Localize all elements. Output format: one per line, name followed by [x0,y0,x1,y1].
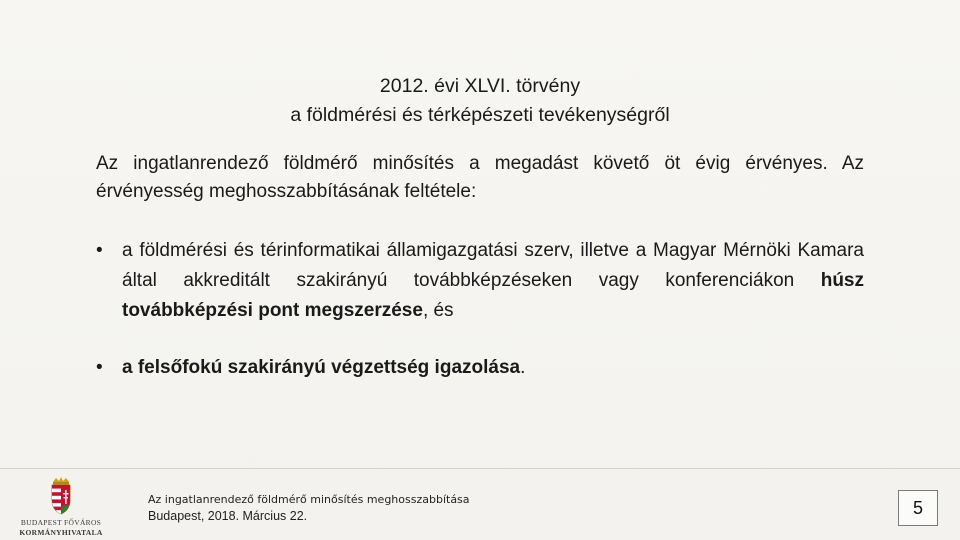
logo-text-line-1: BUDAPEST FŐVÁROS [20,518,102,527]
footer-date: Budapest, 2018. Március 22. [148,509,308,523]
footer-divider [0,468,960,469]
bullet-text: a földmérési és térinformatikai államigazgatási szerv, illetve a Magyar Mérnöki Kamara által akkreditált szakirányú továbbképzéseken vagy konferenciákon [122,240,864,291]
logo-text-line-2: KORMÁNYHIVATALA [19,528,103,537]
intro-paragraph: Az ingatlanrendező földmérő minősítés a megadást követő öt évig érvényes. Az érvényesség meghosszabbításának feltétele: [96,153,864,202]
footer-presentation-title: Az ingatlanrendező földmérő minősítés meghosszabbítása [148,493,470,506]
title-line-1: 2012. évi XLVI. törvény [379,75,581,97]
bullet-item-2 [96,353,864,383]
footer-info [148,491,470,525]
bullet-marker: • [96,357,103,378]
bullet-bold-text: a felsőfokú szakirányú végzettség igazolása [122,357,521,378]
title-line-2: a földmérési és térképészeti tevékenységről [290,104,670,126]
page-number: 5 [898,490,938,526]
bullet-text-after: . [520,357,526,378]
bullet-text-after: , és [422,300,454,321]
bullet-marker: • [96,240,103,261]
hungarian-coat-of-arms-icon [16,476,106,518]
bullet-bold-text: húsz továbbképzési pont megszerzése [122,270,864,321]
organization-logo [16,476,106,538]
bullet-item-1 [96,236,864,326]
slide-title [0,72,960,130]
